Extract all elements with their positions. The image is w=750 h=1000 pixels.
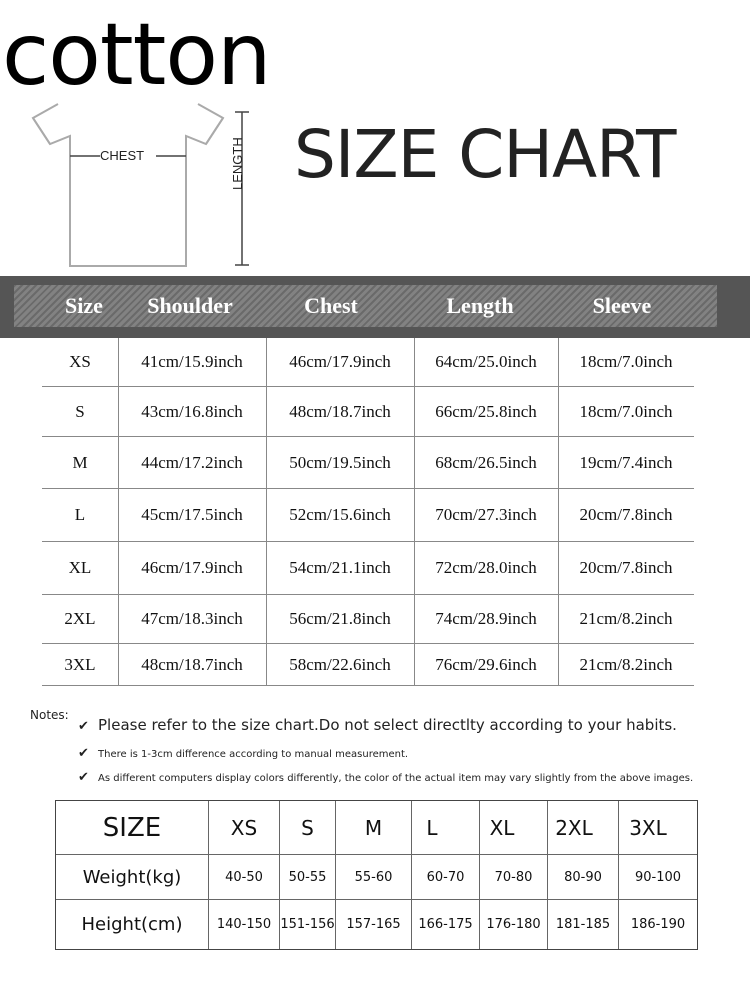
checkmark-icon: ✔ xyxy=(78,770,89,785)
chest-cell: 54cm/21.1inch xyxy=(289,558,391,577)
measurement-header-band xyxy=(0,276,750,338)
height-cell: 140-150 xyxy=(216,917,272,932)
note-item xyxy=(78,716,677,734)
table-row xyxy=(42,595,694,644)
checkmark-icon: ✔ xyxy=(78,719,89,734)
sleeve-cell: 19cm/7.4inch xyxy=(579,452,673,472)
weight-cell: 55-60 xyxy=(354,869,393,885)
sleeve-cell: 18cm/7.0inch xyxy=(579,401,673,421)
checkmark-icon: ✔ xyxy=(78,746,89,761)
size-header-cell: XS xyxy=(230,815,258,840)
header-sleeve: Sleeve xyxy=(592,293,652,318)
table-row xyxy=(42,489,694,542)
length-cell: 68cm/26.5inch xyxy=(435,452,537,472)
size-cell: 3XL xyxy=(64,654,96,674)
header-size: Size xyxy=(65,293,103,318)
shoulder-cell: 44cm/17.2inch xyxy=(141,452,243,472)
chest-cell: 50cm/19.5inch xyxy=(289,452,391,472)
size-header-cell: 3XL xyxy=(629,815,667,840)
height-cell: 166-175 xyxy=(418,917,473,932)
length-cell: 74cm/28.9inch xyxy=(435,609,537,628)
header-shoulder: Shoulder xyxy=(147,293,233,318)
size-cell: XL xyxy=(68,558,92,577)
size-reference-table xyxy=(55,800,698,950)
height-cell: 186-190 xyxy=(630,917,686,932)
note-text: As different computers display colors differently, the color of the actual item may vary slightly from the above images. xyxy=(98,773,694,784)
height-cell: 176-180 xyxy=(486,917,541,932)
size-header-cell: XL xyxy=(489,815,515,840)
size-header-cell: 2XL xyxy=(555,815,593,840)
size-header-label: SIZE xyxy=(102,812,162,843)
length-cell: 66cm/25.8inch xyxy=(435,401,537,421)
length-label: LENGTH xyxy=(230,137,245,190)
table-row xyxy=(42,437,694,489)
chest-cell: 48cm/18.7inch xyxy=(289,401,391,421)
weight-cell: 70-80 xyxy=(494,869,533,885)
table-row xyxy=(42,542,694,595)
weight-cell: 50-55 xyxy=(288,869,327,885)
weight-cell: 60-70 xyxy=(426,869,465,885)
shoulder-cell: 47cm/18.3inch xyxy=(141,609,243,628)
size-cell: M xyxy=(72,452,88,472)
weight-cell: 40-50 xyxy=(225,869,263,885)
chest-label: CHEST xyxy=(100,148,145,163)
sleeve-cell: 20cm/7.8inch xyxy=(579,558,673,577)
length-cell: 76cm/29.6inch xyxy=(435,654,537,674)
shoulder-cell: 46cm/17.9inch xyxy=(141,558,243,577)
weight-cell: 80-90 xyxy=(564,869,602,885)
size-header-cell: M xyxy=(364,815,383,840)
shoulder-cell: 48cm/18.7inch xyxy=(141,654,243,674)
chest-cell: 56cm/21.8inch xyxy=(289,609,391,628)
sleeve-cell: 20cm/7.8inch xyxy=(579,505,673,524)
shoulder-cell: 43cm/16.8inch xyxy=(141,401,243,421)
chest-cell: 46cm/17.9inch xyxy=(289,352,391,371)
length-cell: 70cm/27.3inch xyxy=(435,505,537,524)
chest-cell: 52cm/15.6inch xyxy=(289,505,391,524)
size-header-cell: L xyxy=(426,815,438,840)
size-cell: 2XL xyxy=(64,609,96,628)
sleeve-cell: 21cm/8.2inch xyxy=(579,609,673,628)
size-cell: XS xyxy=(69,352,91,371)
note-text: There is 1-3cm difference according to manual measurement. xyxy=(98,749,409,760)
sleeve-cell: 21cm/8.2inch xyxy=(579,654,673,674)
height-row-label: Height(cm) xyxy=(81,914,183,935)
note-item xyxy=(78,746,408,761)
shoulder-cell: 41cm/15.9inch xyxy=(141,352,243,371)
brand-title: cotton xyxy=(2,5,271,105)
size-cell: S xyxy=(75,401,85,421)
header-chest: Chest xyxy=(304,293,358,318)
notes-label: Notes: xyxy=(30,708,69,722)
sleeve-cell: 18cm/7.0inch xyxy=(579,352,673,371)
header-length: Length xyxy=(446,293,514,318)
note-item xyxy=(78,770,693,785)
shoulder-cell: 45cm/17.5inch xyxy=(141,505,243,524)
length-cell: 72cm/28.0inch xyxy=(435,558,537,577)
chest-cell: 58cm/22.6inch xyxy=(289,654,391,674)
weight-cell: 90-100 xyxy=(634,869,682,885)
table-row xyxy=(42,387,694,437)
height-cell: 157-165 xyxy=(346,917,401,932)
weight-row-label: Weight(kg) xyxy=(82,866,182,888)
size-header-cell: S xyxy=(301,815,314,840)
note-text: Please refer to the size chart.Do not select directlty according to your habits. xyxy=(98,716,677,734)
table-row xyxy=(42,644,694,686)
length-cell: 64cm/25.0inch xyxy=(435,352,537,371)
size-cell: L xyxy=(74,505,86,524)
table-row xyxy=(42,338,694,387)
height-cell: 181-185 xyxy=(555,917,611,932)
height-cell: 151-156 xyxy=(280,917,335,932)
page-title: SIZE CHART xyxy=(294,116,676,193)
